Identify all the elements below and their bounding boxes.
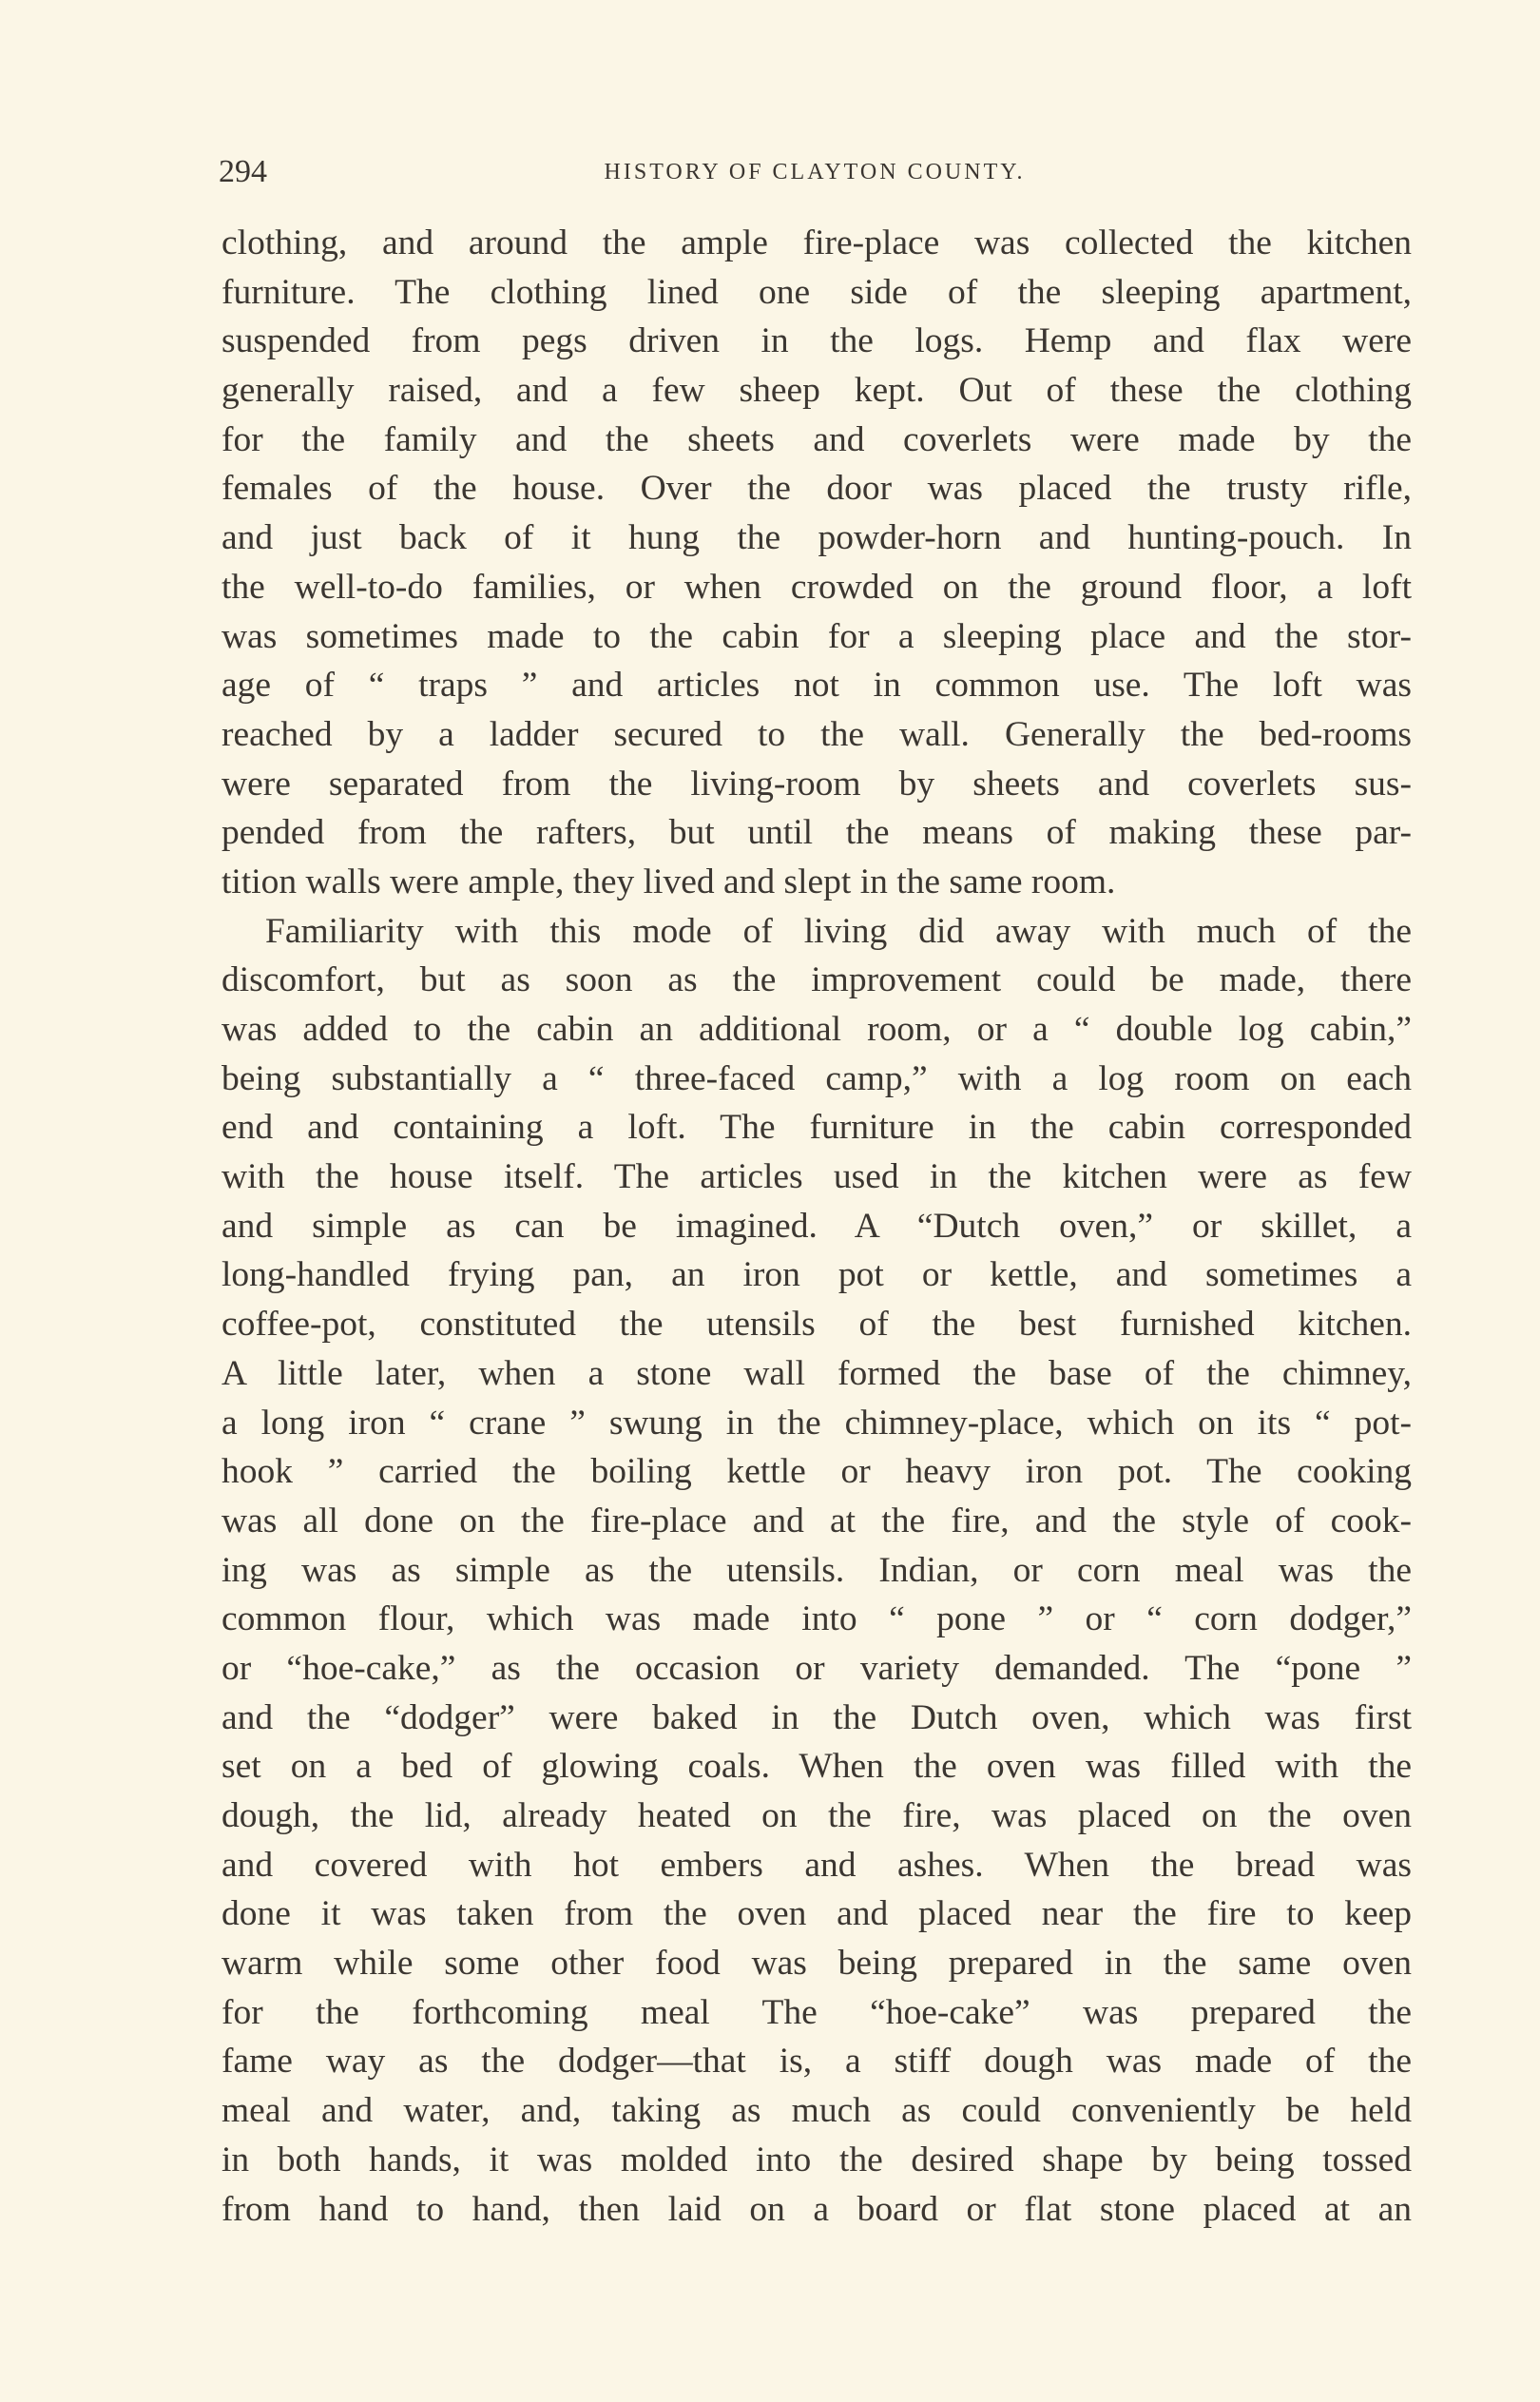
text-line: done it was taken from the oven and placed near the fire to keep [221,1894,1412,1934]
text-line: was added to the cabin an additional room, or a “ double log cabin,” [221,1010,1412,1049]
text-line: hook ” carried the boiling kettle or heavy iron pot. The cooking [221,1452,1412,1492]
text-line: common flour, which was made into “ pone ” or “ corn dodger,” [221,1599,1412,1639]
text-line: for the family and the sheets and coverlets were made by the [221,419,1412,459]
text-line: in both hands, it was molded into the desired shape by being tossed [221,2140,1412,2179]
text-line: clothing, and around the ample fire-place was collected the kitchen [221,223,1412,262]
text-line: Familiarity with this mode of living did away with much of the [265,911,1412,951]
text-line: meal and water, and, taking as much as could conveniently be held [221,2091,1412,2131]
text-line: and covered with hot embers and ashes. When the bread was [221,1845,1412,1885]
text-line: or “hoe-cake,” as the occasion or variety demanded. The “pone ” [221,1648,1412,1688]
text-line: generally raised, and a few sheep kept. Out of these the clothing [221,371,1412,411]
page-number: 294 [219,154,267,189]
text-line: discomfort, but as soon as the improvement could be made, there [221,960,1412,1000]
text-line: and the “dodger” were baked in the Dutch oven, which was first [221,1697,1412,1737]
text-line: reached by a ladder secured to the wall. Generally the bed-rooms [221,714,1412,754]
text-line: furniture. The clothing lined one side of the sleeping apartment, [221,272,1412,312]
text-line: being substantially a “ three-faced camp,” with a log room on each [221,1058,1412,1098]
text-line: from hand to hand, then laid on a board or flat stone placed at an [221,2189,1412,2229]
text-line: and just back of it hung the powder-horn and hunting-pouch. In [221,518,1412,558]
text-line: for the forthcoming meal The “hoe-cake” was prepared the [221,1992,1412,2032]
text-line: was sometimes made to the cabin for a sleeping place and the stor- [221,616,1412,656]
text-line: long-handled frying pan, an iron pot or kettle, and sometimes a [221,1255,1412,1295]
paragraph-1 [221,219,1412,907]
text-line: tition walls were ample, they lived and slept in the same room. [221,862,1116,901]
text-line: with the house itself. The articles used in the kitchen were as few [221,1157,1412,1197]
text-line: a long iron “ crane ” swung in the chimney-place, which on its “ pot- [221,1403,1412,1443]
paragraph-2 [221,907,1412,2235]
text-line: ing was as simple as the utensils. Indian, or corn meal was the [221,1550,1412,1590]
text-line: pended from the rafters, but until the means of making these par- [221,813,1412,853]
page-header [219,154,1411,202]
text-line: was all done on the fire-place and at the fire, and the style of cook- [221,1501,1412,1540]
text-line: suspended from pegs driven in the logs. Hemp and flax were [221,321,1412,361]
text-line: warm while some other food was being prepared in the same oven [221,1944,1412,1984]
body-text [221,219,1412,2234]
text-line: fame way as the dodger—that is, a stiff dough was made of the [221,2042,1412,2082]
text-line: set on a bed of glowing coals. When the oven was filled with the [221,1747,1412,1787]
text-line: end and containing a loft. The furniture in the cabin corresponded [221,1108,1412,1148]
running-head: HISTORY OF CLAYTON COUNTY. [604,160,1026,184]
text-line: females of the house. Over the door was placed the trusty rifle, [221,469,1412,509]
text-line: and simple as can be imagined. A “Dutch oven,” or skillet, a [221,1206,1412,1246]
text-line: the well-to-do families, or when crowded on the ground floor, a loft [221,567,1412,607]
text-line: were separated from the living-room by sheets and coverlets sus- [221,764,1412,804]
text-line: dough, the lid, already heated on the fire, was placed on the oven [221,1796,1412,1835]
text-line: A little later, when a stone wall formed the base of the chimney, [221,1353,1412,1393]
text-line: age of “ traps ” and articles not in common use. The loft was [221,666,1412,706]
text-line: coffee-pot, constituted the utensils of the best furnished kitchen. [221,1305,1412,1345]
